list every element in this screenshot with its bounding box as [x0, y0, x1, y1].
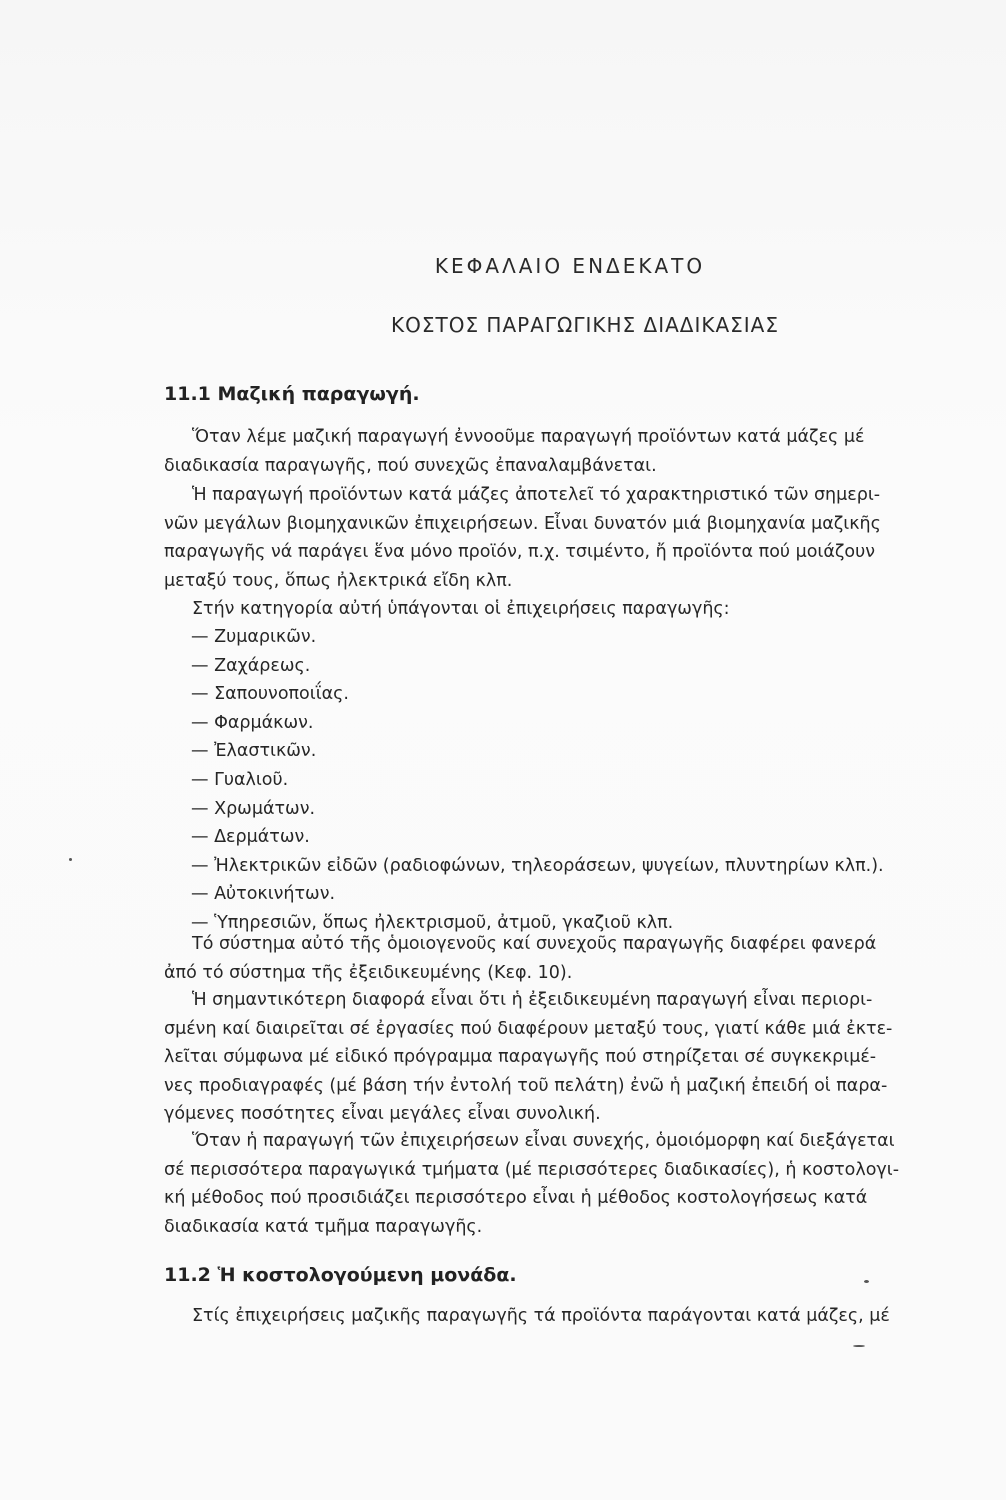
paragraph-line: Τό σύστημα αὐτό τῆς ὁμοιογενοῦς καί συνεχοῦς παραγωγῆς διαφέρει φανερά: [192, 934, 877, 954]
list-item: — Ὑπηρεσιῶν, ὅπως ἠλεκτρισμοῦ, ἀτμοῦ, γκαζιοῦ κλπ.: [191, 909, 884, 938]
list-item: — Ἠλεκτρικῶν εἰδῶν (ραδιοφώνων, τηλεοράσεων, ψυγείων, πλυντηρίων κλπ.).: [191, 852, 884, 881]
paragraph-line: νῶν μεγάλων βιομηχανικῶν ἐπιχειρήσεων. Εἶναι δυνατόν μιά βιομηχανία μαζικῆς: [164, 513, 881, 534]
list-item: — Φαρμάκων.: [191, 709, 884, 738]
paragraph-2: [164, 481, 990, 595]
paragraph-line: γόμενες ποσότητες εἶναι μεγάλες εἶναι συνολική.: [164, 1104, 601, 1125]
print-speck: [864, 1280, 869, 1283]
list-item: — Αὐτοκινήτων.: [191, 880, 884, 909]
paragraph-4: [164, 930, 990, 987]
list-item: — Γυαλιοῦ.: [191, 766, 884, 795]
print-speck: [69, 858, 72, 861]
list-item: — Ζυμαρικῶν.: [191, 623, 884, 652]
list-item: — Χρωμάτων.: [191, 795, 884, 824]
list-item: — Ζαχάρεως.: [191, 652, 884, 681]
paragraph-line: ἀπό τό σύστημα τῆς ἐξειδικευμένης (Κεφ. 10).: [164, 962, 573, 983]
paragraph-7: [164, 1302, 990, 1331]
print-speck: [853, 1345, 865, 1347]
paragraph-line: Ὅταν λέμε μαζική παραγωγή ἐννοοῦμε παραγωγή προϊόντων κατά μάζες μέ: [192, 427, 865, 447]
paragraph-line: λεῖται σύμφωνα μέ εἰδικό πρόγραμμα παραγωγῆς πού στηρίζεται σέ συγκεκριμέ-: [164, 1047, 877, 1068]
paragraph-line: Στίς ἐπιχειρήσεις μαζικῆς παραγωγῆς τά προϊόντα παράγονται κατά μάζες, μέ: [192, 1306, 890, 1326]
list-item: — Ἐλαστικῶν.: [191, 737, 884, 766]
paragraph-line: κή μέθοδος πού προσιδιάζει περισσότερο εἶναι ἡ μέθοδος κοστολογήσεως κατά: [164, 1188, 868, 1209]
section-heading-11-1: 11.1 Μαζική παραγωγή.: [164, 383, 420, 405]
industry-list: [191, 623, 884, 938]
paragraph-line: νες προδιαγραφές (μέ βάση τήν ἐντολή τοῦ πελάτη) ἐνῶ ἡ μαζική ἐπειδή οἱ παρα-: [164, 1075, 888, 1096]
section-heading-11-2: 11.2 Ἡ κοστολογούμενη μονάδα.: [164, 1264, 517, 1286]
paragraph-line: διαδικασία κατά τμῆμα παραγωγῆς.: [164, 1216, 483, 1237]
paragraph-line: μεταξύ τους, ὅπως ἠλεκτρικά εἴδη κλπ.: [164, 570, 513, 591]
paragraph-line: Ἡ σημαντικότερη διαφορά εἶναι ὅτι ἡ ἐξειδικευμένη παραγωγή εἶναι περιορι-: [192, 990, 873, 1010]
chapter-label: ΚΕΦΑΛΑΙΟ ΕΝΔΕΚΑΤΟ: [434, 254, 706, 278]
paragraph-line: σμένη καί διαιρεῖται σέ ἐργασίες πού διαφέρουν μεταξύ τους, γιατί κάθε μιά ἐκτε-: [164, 1018, 893, 1039]
paragraph-5: [164, 986, 990, 1129]
paragraph-line: Ἡ παραγωγή προϊόντων κατά μάζες ἀποτελεῖ τό χαρακτηριστικό τῶν σημερι-: [192, 485, 881, 505]
chapter-title: ΚΟΣΤΟΣ ΠΑΡΑΓΩΓΙΚΗΣ ΔΙΑΔΙΚΑΣΙΑΣ: [390, 313, 780, 337]
list-item: — Σαπουνοποιΐας.: [191, 680, 884, 709]
paragraph-6: [164, 1127, 990, 1241]
paragraph-line: σέ περισσότερα παραγωγικά τμήματα (μέ περισσότερες διαδικασίες), ἡ κοστολογι-: [164, 1159, 900, 1180]
paragraph-line: διαδικασία παραγωγῆς, πού συνεχῶς ἐπαναλαμβάνεται.: [164, 455, 657, 476]
paragraph-line: Στήν κατηγορία αὐτή ὑπάγονται οἱ ἐπιχειρήσεις παραγωγῆς:: [192, 599, 730, 619]
list-item: — Δερμάτων.: [191, 823, 884, 852]
paragraph-line: Ὅταν ἡ παραγωγή τῶν ἐπιχειρήσεων εἶναι συνεχής, ὁμοιόμορφη καί διεξάγεται: [192, 1131, 895, 1151]
paragraph-1: [164, 423, 990, 480]
paragraph-line: παραγωγῆς νά παράγει ἕνα μόνο προϊόν, π.χ. τσιμέντο, ἤ προϊόντα πού μοιάζουν: [164, 542, 876, 563]
paragraph-3: [164, 595, 990, 624]
